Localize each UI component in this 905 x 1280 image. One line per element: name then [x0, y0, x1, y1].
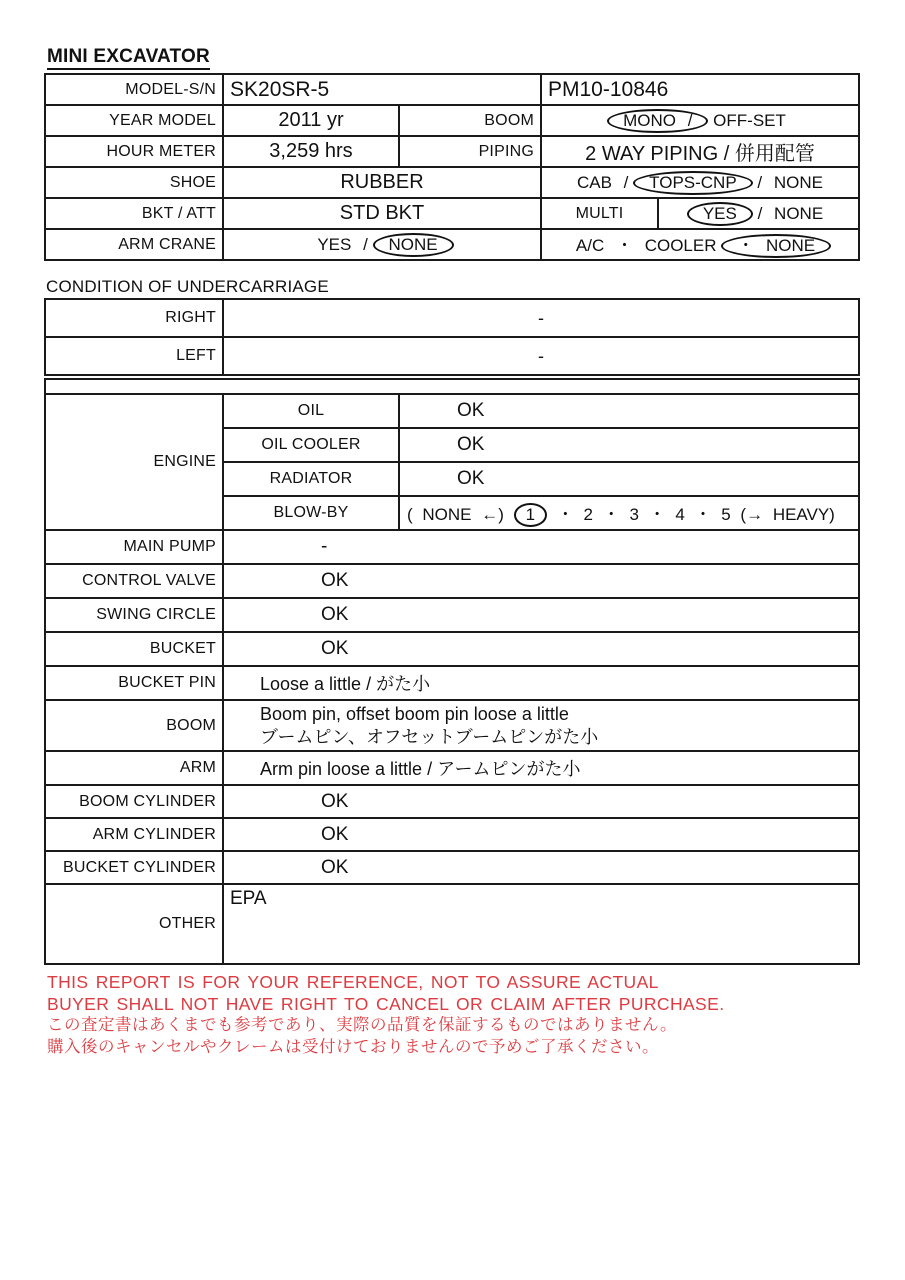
row-bucket-pin — [45, 666, 859, 700]
bkt-label: BKT / ATT — [45, 198, 223, 229]
row-hour-piping — [45, 136, 859, 167]
disclaimer-line-jp-1: この査定書はあくまでも参考であり、実際の品質を保証するものではありません。 — [47, 1016, 677, 1034]
right-label: RIGHT — [45, 299, 223, 337]
inspection-table — [44, 378, 860, 965]
main-pump-value: - — [223, 530, 859, 564]
row-bucket-cylinder — [45, 851, 859, 884]
circle-annotation-ac: ・ NONE — [721, 234, 831, 258]
boom-note-line2: ブームピン、オフセットブームピンがた小 — [260, 726, 599, 747]
disclaimer-block — [47, 972, 724, 1058]
oil-cooler-value: OK — [399, 428, 859, 462]
oil-cooler-label: OIL COOLER — [223, 428, 399, 462]
other-value: EPA — [223, 884, 859, 964]
circle-annotation-blow-by: 1 — [514, 503, 547, 527]
control-valve-label: CONTROL VALVE — [45, 564, 223, 598]
undercarriage-table — [44, 298, 860, 376]
bkt-value: STD BKT — [223, 198, 541, 229]
bucket-cylinder-value: OK — [223, 851, 859, 884]
cab-options — [541, 167, 859, 198]
model-value: SK20SR-5 — [223, 74, 541, 105]
boom-note-line1: Boom pin, offset boom pin loose a little — [260, 703, 569, 724]
row-left — [45, 337, 859, 375]
undercarriage-heading: CONDITION OF UNDERCARRIAGE — [46, 277, 329, 296]
serial-value: PM10-10846 — [541, 74, 859, 105]
hour-label: HOUR METER — [45, 136, 223, 167]
circle-annotation-arm-crane: NONE — [373, 233, 454, 257]
boom-cylinder-label: BOOM CYLINDER — [45, 785, 223, 818]
oil-value: OK — [399, 394, 859, 428]
arm-crane-options — [223, 229, 541, 260]
row-boom-cylinder — [45, 785, 859, 818]
row-right — [45, 299, 859, 337]
disclaimer-line-jp-2: 購入後のキャンセルやクレームは受付けておりませんので予めご了承ください。 — [47, 1037, 659, 1056]
bucket-pin-label: BUCKET PIN — [45, 666, 223, 700]
spacer-cell — [45, 379, 859, 394]
blow-by-scale — [399, 496, 859, 530]
shoe-label: SHOE — [45, 167, 223, 198]
swing-circle-label: SWING CIRCLE — [45, 598, 223, 632]
oil-label: OIL — [223, 394, 399, 428]
boom-options — [541, 105, 859, 136]
row-boom — [45, 700, 859, 751]
row-year-boom — [45, 105, 859, 136]
boom-row-label: BOOM — [45, 700, 223, 751]
left-label: LEFT — [45, 337, 223, 375]
multi-options — [658, 198, 859, 229]
blow-by-label: BLOW-BY — [223, 496, 399, 530]
row-arm — [45, 751, 859, 785]
blow-by-none-end: ( NONE ←) — [407, 504, 504, 524]
row-bkt-multi — [45, 198, 859, 229]
radiator-value: OK — [399, 462, 859, 496]
page-title: MINI EXCAVATOR — [47, 46, 210, 70]
row-model — [45, 74, 859, 105]
shoe-value: RUBBER — [223, 167, 541, 198]
row-arm-cylinder — [45, 818, 859, 851]
boom-cylinder-value: OK — [223, 785, 859, 818]
multi-label: MULTI — [541, 198, 658, 229]
right-value: - — [223, 299, 859, 337]
boom-row-value — [223, 700, 859, 751]
piping-value: 2 WAY PIPING / 併用配管 — [541, 136, 859, 167]
piping-label: PIPING — [399, 136, 541, 167]
boom-label: BOOM — [399, 105, 541, 136]
hour-value: 3,259 hrs — [223, 136, 399, 167]
cab-option-prefix: CAB / — [577, 172, 629, 192]
row-main-pump — [45, 530, 859, 564]
row-spacer — [45, 379, 859, 394]
boom-option-offset: OFF-SET — [713, 110, 786, 130]
circle-annotation-cab: TOPS-CNP — [633, 171, 753, 195]
row-armcrane-ac — [45, 229, 859, 260]
year-value: 2011 yr — [223, 105, 399, 136]
row-control-valve — [45, 564, 859, 598]
row-engine-oil — [45, 394, 859, 428]
arm-crane-option-prefix: YES / — [317, 234, 368, 254]
radiator-label: RADIATOR — [223, 462, 399, 496]
model-label: MODEL-S/N — [45, 74, 223, 105]
row-swing-circle — [45, 598, 859, 632]
other-label: OTHER — [45, 884, 223, 964]
bucket-pin-value: Loose a little / がた小 — [223, 666, 859, 700]
circle-annotation-boom: MONO / — [607, 109, 708, 133]
row-shoe-cab — [45, 167, 859, 198]
cab-option-rest: / NONE — [757, 172, 823, 192]
multi-option-rest: / NONE — [757, 203, 824, 223]
disclaimer-line-en-1: THIS REPORT IS FOR YOUR REFERENCE, NOT TO ASSURE ACTUAL — [47, 972, 659, 992]
arm-cylinder-value: OK — [223, 818, 859, 851]
disclaimer-line-en-2: BUYER SHALL NOT HAVE RIGHT TO CANCEL OR CLAIM AFTER PURCHASE. — [47, 993, 725, 1014]
ac-options — [541, 229, 859, 260]
arm-label: ARM — [45, 751, 223, 785]
bucket-value: OK — [223, 632, 859, 666]
bucket-label: BUCKET — [45, 632, 223, 666]
machine-spec-table — [44, 73, 860, 261]
circle-annotation-multi: YES — [687, 202, 753, 226]
left-value: - — [223, 337, 859, 375]
ac-option-prefix: A/C ・ COOLER — [575, 236, 717, 255]
blow-by-heavy-end: ・ 2 ・ 3 ・ 4 ・ 5 (→ HEAVY) — [556, 504, 835, 524]
arm-crane-label: ARM CRANE — [45, 229, 223, 260]
arm-value: Arm pin loose a little / アームピンがた小 — [223, 751, 859, 785]
row-bucket — [45, 632, 859, 666]
row-other — [45, 884, 859, 964]
swing-circle-value: OK — [223, 598, 859, 632]
year-label: YEAR MODEL — [45, 105, 223, 136]
engine-label: ENGINE — [45, 394, 223, 530]
arm-cylinder-label: ARM CYLINDER — [45, 818, 223, 851]
main-pump-label: MAIN PUMP — [45, 530, 223, 564]
control-valve-value: OK — [223, 564, 859, 598]
bucket-cylinder-label: BUCKET CYLINDER — [45, 851, 223, 884]
